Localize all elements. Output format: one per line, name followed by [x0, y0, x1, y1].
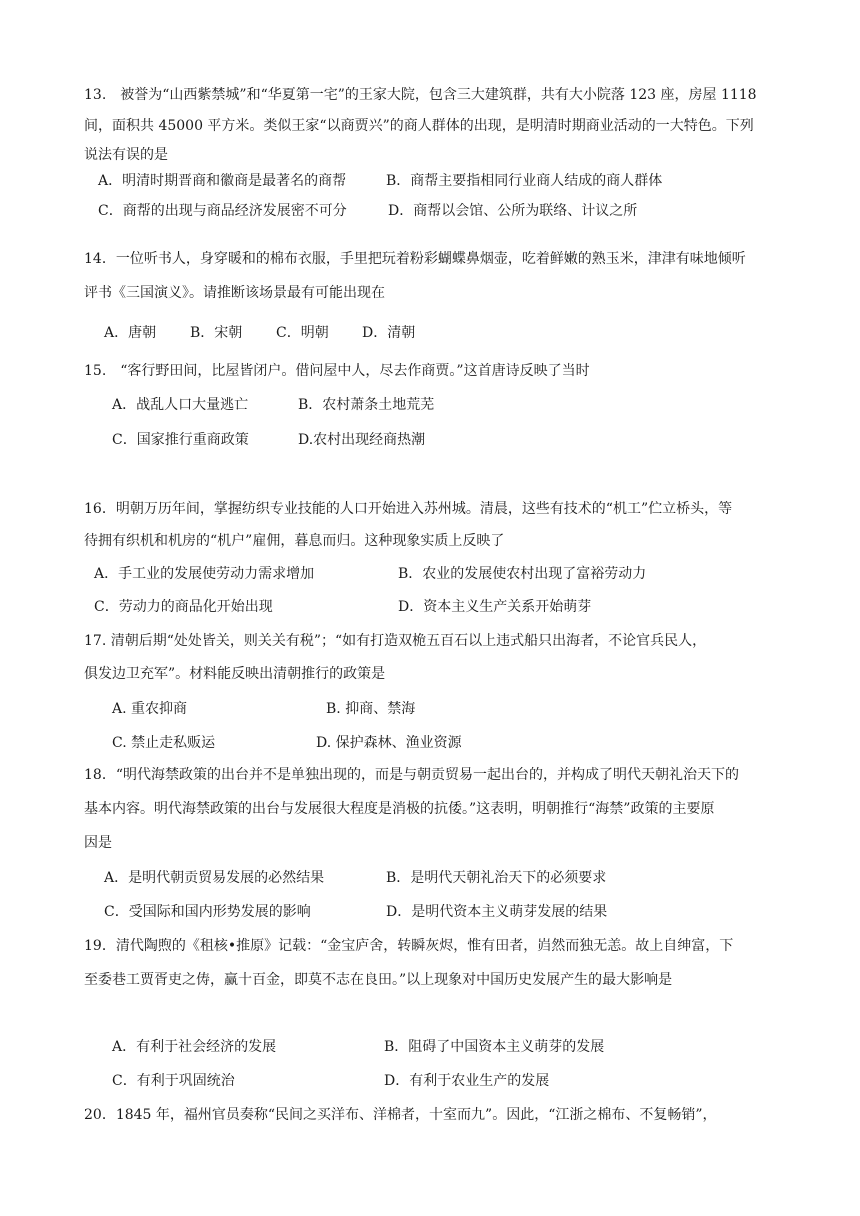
question-14-line-2: 评书《三国演义》。请推断该场景最有可能出现在	[84, 285, 385, 301]
question-19-option-d: D．有利于农业生产的发展	[384, 1073, 550, 1089]
question-13-line-2: 间，面积共 45000 平方米。类似王家“以商贾兴”的商人群体的出现，是明清时期商业活动的一大特色。下列	[84, 118, 754, 134]
question-16-line-2: 待拥有织机和机房的“机户”雇佣，暮息而归。这种现象实质上反映了	[84, 533, 505, 549]
question-19-line-1: 19．清代陶煦的《租核•推原》记载：“金宝庐舍，转瞬灰烬，惟有田者，岿然而独无恙。故上自绅富，下	[84, 938, 734, 954]
question-18-line-2: 基本内容。明代海禁政策的出台与发展很大程度是消极的抗倭。”这表明，明朝推行“海禁”政策的主要原	[84, 801, 715, 817]
question-17-option-a: A. 重农抑商	[112, 701, 188, 717]
question-16-option-a: A．手工业的发展使劳动力需求增加	[94, 566, 315, 582]
question-15-option-d: D.农村出现经商热潮	[298, 432, 426, 448]
question-17-option-c: C. 禁止走私贩运	[112, 735, 216, 751]
question-19-line-2: 至委巷工贾胥吏之俦，赢十百金，即莫不志在良田。”以上现象对中国历史发展产生的最大影响是	[84, 972, 673, 988]
question-18-option-c: C．受国际和国内形势发展的影响	[104, 904, 311, 920]
question-15-option-a: A．战乱人口大量逃亡	[112, 397, 249, 413]
question-19-option-c: C．有利于巩固统治	[112, 1073, 235, 1089]
question-14-option-c: C．明朝	[276, 325, 329, 341]
question-14-line-1: 14．一位听书人，身穿暖和的棉布衣服，手里把玩着粉彩蝴蝶鼻烟壶，吃着鲜嫩的熟玉米，津津有味地倾听	[84, 251, 746, 267]
question-17-line-2: 俱发边卫充军”。材料能反映出清朝推行的政策是	[84, 666, 386, 682]
question-15-option-c: C．国家推行重商政策	[112, 432, 249, 448]
question-15-line-1: 15. “客行野田间，比屋皆闭户。借问屋中人，尽去作商贾。”这首唐诗反映了当时	[84, 363, 590, 379]
question-18-option-a: A．是明代朝贡贸易发展的必然结果	[104, 870, 325, 886]
question-15-option-b: B．农村萧条土地荒芜	[298, 397, 435, 413]
question-13-option-a: A．明清时期晋商和徽商是最著名的商帮	[98, 173, 347, 189]
question-13-option-c: C．商帮的出现与商品经济发展密不可分	[98, 203, 347, 219]
question-14-option-d: D．清朝	[362, 325, 416, 341]
question-19-option-a: A．有利于社会经济的发展	[112, 1039, 277, 1055]
question-19-option-b: B．阻碍了中国资本主义萌芽的发展	[384, 1039, 605, 1055]
question-13-line-3: 说法有误的是	[84, 147, 168, 163]
question-13-option-b: B．商帮主要指相同行业商人结成的商人群体	[386, 173, 663, 189]
question-14-option-a: A．唐朝	[104, 325, 157, 341]
question-16-line-1: 16．明朝万历年间，掌握纺织专业技能的人口开始进入苏州城。清晨，这些有技术的“机工”伫立桥头，等	[84, 501, 733, 517]
question-13-option-d: D．商帮以会馆、公所为联络、计议之所	[388, 203, 638, 219]
question-16-option-b: B．农业的发展使农村出现了富裕劳动力	[398, 566, 647, 582]
question-16-option-d: D．资本主义生产关系开始萌芽	[398, 599, 592, 615]
question-18-option-d: D．是明代资本主义萌芽发展的结果	[386, 904, 608, 920]
question-18-line-1: 18．“明代海禁政策的出台并不是单独出现的，而是与朝贡贸易一起出台的，并构成了明代天朝礼治天下的	[84, 767, 739, 783]
question-13-line-1: 13. 被誉为“山西紫禁城”和“华夏第一宅”的王家大院，包含三大建筑群，共有大小院落 123 座，房屋 1118	[84, 87, 757, 103]
question-18-option-b: B．是明代天朝礼治天下的必须要求	[386, 870, 607, 886]
question-17-option-b: B. 抑商、禁海	[326, 701, 416, 717]
question-18-line-3: 因是	[84, 835, 112, 851]
question-20-line-1: 20．1845 年，福州官员奏称“民间之买洋布、洋棉者，十室而九”。因此，“江浙之棉布、不复畅销”，	[84, 1107, 717, 1123]
question-17-option-d: D. 保护森林、渔业资源	[316, 735, 462, 751]
question-14-option-b: B．宋朝	[190, 325, 243, 341]
question-17-line-1: 17. 清朝后期“处处皆关，则关关有税”；“如有打造双桅五百石以上违式船只出海者，不论官兵民人，	[84, 633, 707, 649]
question-16-option-c: C．劳动力的商品化开始出现	[94, 599, 273, 615]
